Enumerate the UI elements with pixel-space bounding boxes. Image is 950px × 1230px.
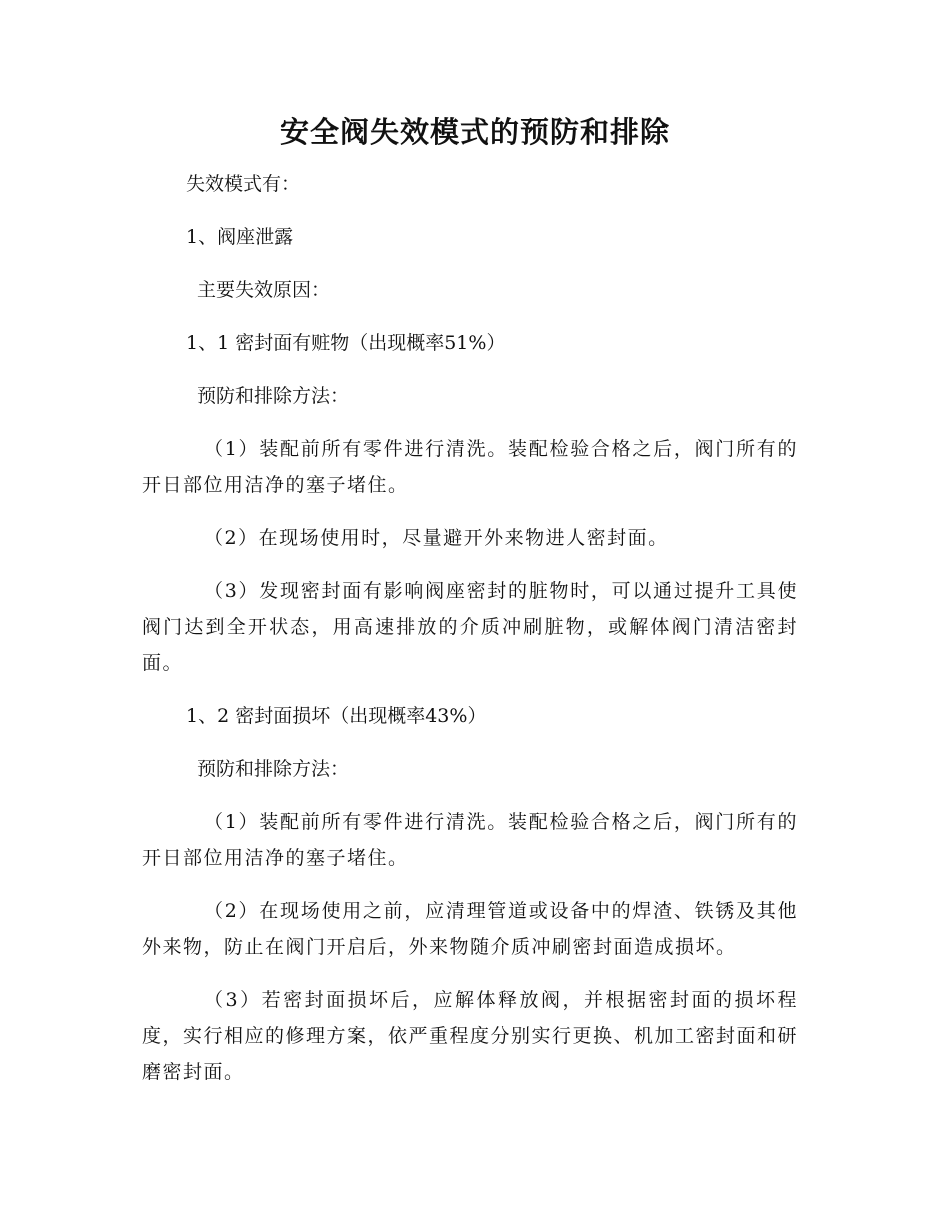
method-item: （2）在现场使用时，尽量避开外来物进人密封面。 (204, 527, 669, 549)
method-item: （2）在现场使用之前，应清理管道或设备中的焊渣、铁锈及其他外来物，防止在阀门开启后，外来物随介质冲刷密封面造成损坏。 (142, 900, 798, 958)
document-title: 安全阀失效模式的预防和排除 (279, 115, 670, 149)
methods-label-2: 预防和排除方法： (197, 758, 350, 780)
cause-heading-2: 1、2 密封面损坏（出现概率43%） (186, 705, 487, 727)
methods-label-1: 预防和排除方法： (197, 385, 350, 407)
intro-text: 失效模式有： (186, 173, 301, 195)
method-item: （3）发现密封面有影响阀座密封的脏物时，可以通过提升工具使阀门达到全开状态，用高速排放的介质冲刷脏物，或解体阀门清洁密封面。 (142, 580, 798, 674)
method-item: （1）装配前所有零件进行清洗。装配检验合格之后，阀门所有的开日部位用洁净的塞子堵住。 (142, 811, 798, 869)
cause-heading-1: 1、1 密封面有赃物（出现概率51%） (186, 332, 506, 354)
document-body (142, 166, 798, 1090)
method-item: （3）若密封面损坏后，应解体释放阀，并根据密封面的损坏程度，实行相应的修理方案，依严重程度分别实行更换、机加工密封面和研磨密封面。 (142, 989, 799, 1083)
main-causes-label: 主要失效原因： (197, 279, 331, 301)
section-heading: 1、阀座泄露 (186, 226, 294, 248)
method-item: （1）装配前所有零件进行清洗。装配检验合格之后，阀门所有的开日部位用洁净的塞子堵住。 (142, 438, 798, 496)
